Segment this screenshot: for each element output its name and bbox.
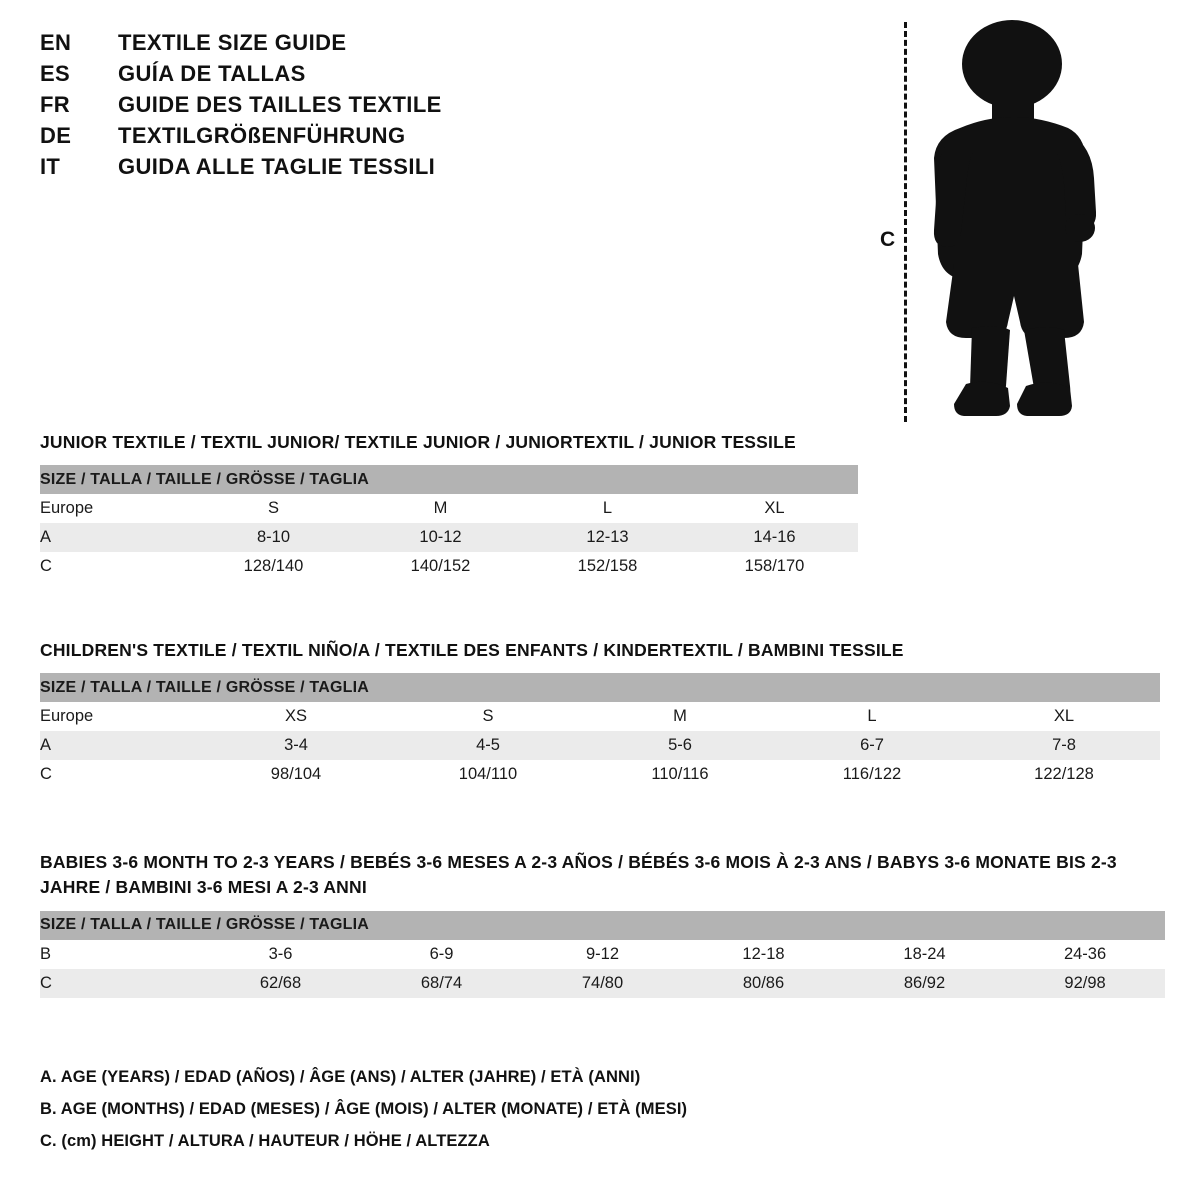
table-band-label: SIZE / TALLA / TAILLE / GRÖSSE / TAGLIA xyxy=(40,673,1160,702)
table-row xyxy=(40,940,1165,969)
row-cell: 6-7 xyxy=(776,731,968,760)
row-cell: 104/110 xyxy=(392,760,584,789)
row-cell: 116/122 xyxy=(776,760,968,789)
table-row xyxy=(40,552,858,581)
row-cell: 86/92 xyxy=(844,969,1005,998)
table-row xyxy=(40,760,1160,789)
row-cell: 14-16 xyxy=(691,523,858,552)
row-cell: 110/116 xyxy=(584,760,776,789)
table-row xyxy=(40,702,1160,731)
language-code: EN xyxy=(40,30,72,55)
row-cell: 74/80 xyxy=(522,969,683,998)
row-cell: 12-13 xyxy=(524,523,691,552)
language-row xyxy=(40,30,600,56)
children-size-table xyxy=(40,673,1160,789)
row-cell: XL xyxy=(691,494,858,523)
language-row xyxy=(40,123,600,149)
row-cell: 6-9 xyxy=(361,940,522,969)
row-cell: L xyxy=(776,702,968,731)
table-band-row xyxy=(40,465,858,494)
row-cell: M xyxy=(357,494,524,523)
footnote-height: C. (cm) HEIGHT / ALTURA / HAUTEUR / HÖHE / ALTEZZA xyxy=(40,1132,490,1150)
row-cell: S xyxy=(392,702,584,731)
language-code: FR xyxy=(40,92,70,117)
table-band-label: SIZE / TALLA / TAILLE / GRÖSSE / TAGLIA xyxy=(40,911,1165,940)
row-label: Europe xyxy=(40,702,200,731)
language-row xyxy=(40,92,600,118)
junior-textile-block xyxy=(40,430,858,581)
row-cell: 3-4 xyxy=(200,731,392,760)
children-textile-block xyxy=(40,638,1160,789)
row-cell: 8-10 xyxy=(190,523,357,552)
row-cell: 62/68 xyxy=(200,969,361,998)
row-cell: 5-6 xyxy=(584,731,776,760)
row-cell: M xyxy=(584,702,776,731)
row-label: C xyxy=(40,969,200,998)
row-label: Europe xyxy=(40,494,190,523)
row-cell: 4-5 xyxy=(392,731,584,760)
row-cell: 98/104 xyxy=(200,760,392,789)
table-band-row xyxy=(40,911,1165,940)
row-cell: XS xyxy=(200,702,392,731)
row-label: A xyxy=(40,731,200,760)
language-title: GUÍA DE TALLAS xyxy=(118,61,306,86)
table-band-row xyxy=(40,673,1160,702)
row-cell: 128/140 xyxy=(190,552,357,581)
row-label: A xyxy=(40,523,190,552)
footnote-age-months: B. AGE (MONTHS) / EDAD (MESES) / ÂGE (MOIS) / ALTER (MONATE) / ETÀ (MESI) xyxy=(40,1100,688,1118)
row-cell: 24-36 xyxy=(1005,940,1165,969)
language-title: GUIDA ALLE TAGLIE TESSILI xyxy=(118,154,436,179)
row-cell: 122/128 xyxy=(968,760,1160,789)
junior-size-table xyxy=(40,465,858,581)
row-label: C xyxy=(40,552,190,581)
footnote-age-years: A. AGE (YEARS) / EDAD (AÑOS) / ÂGE (ANS) / ALTER (JAHRE) / ETÀ (ANNI) xyxy=(40,1068,641,1086)
row-cell: 158/170 xyxy=(691,552,858,581)
babies-textile-block xyxy=(40,850,1170,998)
block-title: CHILDREN'S TEXTILE / TEXTIL NIÑO/A / TEXTILE DES ENFANTS / KINDERTEXTIL / BAMBINI TESSILE xyxy=(40,640,904,660)
table-row xyxy=(40,731,1160,760)
row-cell: S xyxy=(190,494,357,523)
row-label: B xyxy=(40,940,200,969)
row-cell: 80/86 xyxy=(683,969,844,998)
height-figure xyxy=(880,10,1140,430)
table-row xyxy=(40,494,858,523)
language-title: TEXTILGRÖßENFÜHRUNG xyxy=(118,123,406,148)
block-title: JUNIOR TEXTILE / TEXTIL JUNIOR/ TEXTILE JUNIOR / JUNIORTEXTIL / JUNIOR TESSILE xyxy=(40,432,796,452)
row-cell: 7-8 xyxy=(968,731,1160,760)
row-cell: 10-12 xyxy=(357,523,524,552)
language-code: IT xyxy=(40,154,61,179)
height-dashed-line xyxy=(904,22,907,422)
language-title: GUIDE DES TAILLES TEXTILE xyxy=(118,92,442,117)
language-header xyxy=(40,30,600,185)
table-row xyxy=(40,523,858,552)
row-cell: 3-6 xyxy=(200,940,361,969)
table-row xyxy=(40,969,1165,998)
footnotes xyxy=(40,1068,1040,1164)
language-row xyxy=(40,154,600,180)
row-label: C xyxy=(40,760,200,789)
row-cell: 9-12 xyxy=(522,940,683,969)
row-cell: 12-18 xyxy=(683,940,844,969)
babies-size-table xyxy=(40,911,1165,998)
language-title: TEXTILE SIZE GUIDE xyxy=(118,30,347,55)
language-code: ES xyxy=(40,61,70,86)
table-band-label: SIZE / TALLA / TAILLE / GRÖSSE / TAGLIA xyxy=(40,465,858,494)
row-cell: 68/74 xyxy=(361,969,522,998)
row-cell: XL xyxy=(968,702,1160,731)
row-cell: 92/98 xyxy=(1005,969,1165,998)
row-cell: L xyxy=(524,494,691,523)
child-silhouette-icon xyxy=(920,16,1110,426)
language-code: DE xyxy=(40,123,72,148)
row-cell: 152/158 xyxy=(524,552,691,581)
language-row xyxy=(40,61,600,87)
block-title: BABIES 3-6 MONTH TO 2-3 YEARS / BEBÉS 3-6 MESES A 2-3 AÑOS / BÉBÉS 3-6 MOIS À 2-3 ANS / BABYS 3-6 MONATE BIS 2-3 JAHRE / BAMBINI 3-6 MESI A 2-3 ANNI xyxy=(40,852,1117,898)
row-cell: 140/152 xyxy=(357,552,524,581)
height-measure-label: C xyxy=(880,228,896,251)
row-cell: 18-24 xyxy=(844,940,1005,969)
